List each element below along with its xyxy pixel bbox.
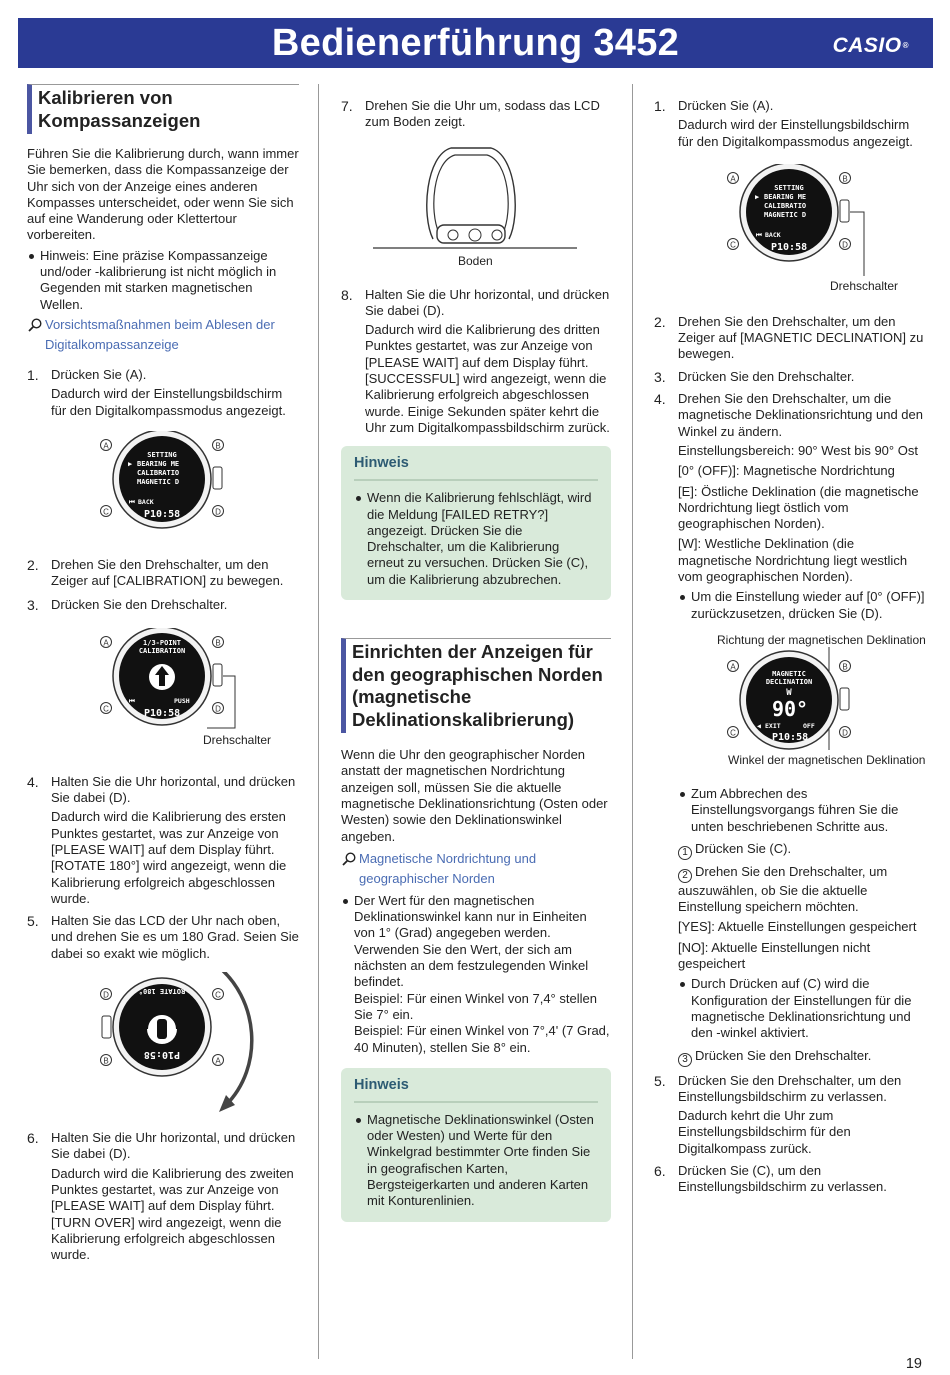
svg-text:D: D [215,507,221,517]
off-option: [0° (OFF)]: Magnetische Nordrichtung [678,463,895,479]
hint-box [341,1068,611,1222]
step-3: 3. Drücken Sie den Drehschalter. [654,368,855,385]
svg-text:◀: ◀ [757,721,761,730]
intro-text: Führen Sie die Kalibrierung durch, wann immer Sie bemerken, dass die Kompassanzeige der Uhr sich von der Anzeige eines anderen Kompasses unterscheidet, oder wenn Sie sich auf eine Wanderung oder Klettertour vorbereiten. [27,146,299,243]
svg-text:P10:58: P10:58 [144,508,181,520]
watch-calibration-illustration [27,628,299,748]
step-8: 8. Halten Sie die Uhr horizontal, und drücken Sie dabei (D). [341,286,610,318]
step-1-detail: Dadurch wird der Einstellungsbildschirm für den Digitalkompassmodus angezeigt. [678,117,913,149]
hint-bullet: Wenn die Kalibrierung fehlschlägt, wird die Meldung [FAILED RETRY?] angezeigt. Drücken Sie die Drehschalter, um die Kalibrierung erneut zu versuchen. Drücken Sie (C), um die Kalibrierung abzubrechen. [354,490,598,588]
hint-title: Hinweis [354,1076,598,1103]
step-5: 5. Halten Sie das LCD der Uhr nach oben, und drehen Sie es um 180 Grad. Seien Sie dabei so exakt wie möglich. [27,913,299,961]
svg-text:ROTATE 180°: ROTATE 180° [138,987,186,996]
watch-figure-setting [27,431,299,543]
note-bullet: Hinweis: Eine präzise Kompassanzeige und/oder -kalibrierung ist nicht möglich in Gegenden mit starken magnetischen Wellen. [27,248,299,313]
svg-text:BACK: BACK [765,230,781,239]
svg-text:P10:58: P10:58 [144,707,181,719]
svg-text:CALIBRATIO: CALIBRATIO [764,201,807,210]
svg-text:W: W [786,687,792,698]
svg-text:CALIBRATIO: CALIBRATIO [137,468,180,477]
figure-caption: Drehschalter [830,278,899,293]
step-2: 2. Drehen Sie den Drehschalter, um den Zeiger auf [CALIBRATION] zu bewegen. [27,556,284,589]
step-2: 2. Drehen Sie den Drehschalter, um den Zeiger auf [MAGNETIC DECLINATION] zu bewegen. [654,313,924,362]
step-4-detail [654,443,926,622]
watch-figure-calibration [27,628,299,748]
yes-option: [YES]: Aktuelle Einstellungen gespeichert [678,919,917,935]
sub-step-2: 2 Drehen Sie den Drehschalter, um auszuwählen, ob Sie die aktuelle Einstellung speichern möchten. [678,863,888,915]
svg-text:OFF: OFF [803,721,815,730]
svg-text:C: C [730,240,736,250]
svg-text:P10:58: P10:58 [771,241,808,253]
svg-text:A: A [103,441,109,451]
column-divider [318,84,319,1359]
svg-text:C: C [103,704,109,714]
svg-text:P10:58: P10:58 [772,731,809,743]
svg-text:B: B [215,441,221,451]
svg-text:EXIT: EXIT [765,721,781,730]
setting-range: Einstellungsbereich: 90° West bis 90° Ost [678,442,918,458]
header-banner [18,18,933,68]
page-number: 19 [905,1356,922,1372]
svg-text:D: D [842,728,848,738]
svg-text:A: A [730,174,736,184]
svg-text:⏮: ⏮ [129,696,135,705]
svg-text:SETTING: SETTING [774,183,804,192]
svg-text:▶: ▶ [128,459,133,468]
svg-text:MAGNETIC: MAGNETIC [772,669,806,678]
column-2 [341,84,611,1232]
magnifier-icon [342,852,356,866]
precautions-link[interactable]: Vorsichtsmaßnahmen beim Ablesen der Digitalkompassanzeige [27,315,299,355]
step-4-detail: Dadurch wird die Kalibrierung des ersten Punktes gestartet, was zur Anzeige von [PLEASE WAIT] auf dem Display führt. [ROTATE 180°] wird angezeigt, wenn die Kalibrierung erfolgreich abgeschlossen wurde. [51,809,287,906]
svg-text:B: B [842,174,848,184]
svg-text:BEARING ME: BEARING ME [137,459,180,468]
step-4: 4. Drehen Sie den Drehschalter, um die magnetische Deklinationsrichtung und den Winkel zu ändern. [654,391,923,439]
casio-logo: CASIO® [832,34,909,57]
step-4: 4. Halten Sie die Uhr horizontal, und drücken Sie dabei (D). [27,773,296,806]
svg-text:B: B [103,1056,109,1066]
hint-box [341,446,611,600]
magnetic-north-link[interactable]: Magnetische Nordrichtung und geographischer Norden [341,849,611,889]
step-1-detail: Dadurch wird der Einstellungsbildschirm für den Digitalkompassmodus angezeigt. [51,386,286,418]
section-heading: Einrichten der Anzeigen für den geographischen Norden (magnetische Deklinationskalibrierung) [341,638,611,733]
step-6: 6. Halten Sie die Uhr horizontal, und drücken Sie dabei (D). [27,1130,296,1162]
svg-text:DECLINATION: DECLINATION [765,677,813,686]
column-1 [27,84,299,1267]
figure-caption: Boden [458,253,493,268]
step-6-detail: Dadurch wird die Kalibrierung des zweiten Punktes gestartet, was zur Anzeige von [PLEASE WAIT] auf dem Display führt. [TURN OVER] wird angezeigt, wenn die Kalibrierung erfolgreich abgeschlossen wurde. [51,1165,294,1263]
watch-figure-declination [654,632,926,766]
column-3 [654,84,926,1199]
svg-text:CALIBRATION: CALIBRATION [138,646,186,655]
hint-bullet: Magnetische Deklinationswinkel (Osten oder Westen) und Werte für den Winkelgrad bestimmter Orte finden Sie in geografischen Karten, Bergsteigerkarten und anderen Karten mit Konturenlinien. [354,1112,598,1210]
watch-setting-illustration [654,164,926,292]
figure-caption: Drehschalter [203,732,272,747]
watch-figure-bottom [341,135,611,275]
svg-text:B: B [842,662,848,672]
svg-text:MAGNETIC D: MAGNETIC D [137,477,180,486]
svg-text:B: B [215,638,221,648]
watch-figure-setting [654,164,926,292]
figure-caption-bottom: Winkel der magnetischen Deklination [728,752,926,767]
west-option: [W]: Westliche Deklination (die magnetische Nordrichtung liegt westlich vom geographischen Norden). [678,536,908,585]
svg-text:BACK: BACK [138,497,154,506]
svg-text:1/3-POINT: 1/3-POINT [143,638,181,647]
intro-text: Wenn die Uhr den geographischer Norden anstatt der magnetischen Nordrichtung anzeigen soll, müssen Sie die aktuelle magnetische Deklinationsrichtung (Osten oder Westen) sowie den Deklinationswinkel angeben. [341,747,608,844]
watch-setting-illustration [27,431,299,543]
step-1: 1. Drücken Sie (A). [27,366,147,383]
svg-text:A: A [730,662,736,672]
sub-step-3: 3 Drücken Sie den Drehschalter. [678,1048,926,1067]
svg-text:C: C [215,990,221,1000]
step-6: 6. Drücken Sie (C), um den Einstellungsbildschirm zu verlassen. [654,1162,887,1195]
c-button-bullet: Durch Drücken auf (C) wird die Konfiguration der Einstellungen für die magnetische Deklinationsrichtung und den -winkel aktiviert. [678,976,926,1041]
step-5-detail: Dadurch kehrt die Uhr zum Einstellungsbildschirm für den Digitalkompass zurück. [678,1108,851,1156]
svg-text:MAGNETIC D: MAGNETIC D [764,210,807,219]
step-8-detail: Dadurch wird die Kalibrierung des dritten Punktes gestartet, was zur Anzeige von [PLEASE WAIT] auf dem Display führt. [SUCCESSFUL] wird angezeigt, wenn die Kalibrierung erfolgreich abgeschlossen wurde. Einige Sekunden später kehrt die Uhr zum Digitalkompassbildschirm zurück. [365,322,610,435]
abort-section [654,786,926,1067]
east-option: [E]: Östliche Deklination (die magnetische Nordrichtung liegt östlich vom geographischen Norden). [678,483,919,532]
degree-bullet: Der Wert für den magnetischen Deklinationswinkel kann nur in Einheiten von 1° (Grad) angegeben werden. Verwenden Sie den Wert, der sich am nächsten an dem festzulegenden Winkel befindet. Beispiel: Für einen Winkel von 7,4° stellen Sie 7° ein. Beispiel: Für einen Winkel von 7°,4' (7 Grad, 40 Minuten), stellen Sie 8° ein. [341,893,611,1056]
svg-text:P10:58: P10:58 [143,1049,180,1061]
abort-bullet: Zum Abbrechen des Einstellungsvorgangs führen Sie die unten beschriebenen Schritte aus. [678,786,926,835]
figure-caption-top: Richtung der magnetischen Deklination [717,632,926,647]
watch-declination-illustration [654,632,926,766]
svg-text:⏮: ⏮ [129,497,135,506]
step-5: 5. Drücken Sie den Drehschalter, um den Einstellungsbildschirm zu verlassen. [654,1072,902,1104]
section-heading: Kalibrieren von Kompassanzeigen [27,84,299,134]
magnifier-icon [28,318,42,332]
step-7: 7. Drehen Sie die Uhr um, sodass das LCD zum Boden zeigt. [341,98,600,130]
svg-text:A: A [215,1056,221,1066]
svg-text:⏮: ⏮ [756,230,762,239]
svg-text:90°: 90° [771,696,809,721]
svg-text:D: D [215,704,221,714]
svg-text:D: D [103,990,109,1000]
svg-text:C: C [103,507,109,517]
watch-rotate-illustration [27,972,299,1122]
column-divider [632,84,633,1359]
svg-text:▶: ▶ [755,192,760,201]
no-option: [NO]: Aktuelle Einstellungen nicht gespeichert [678,939,871,972]
svg-text:D: D [842,240,848,250]
reset-bullet: Um die Einstellung wieder auf [0° (OFF)] zurückzusetzen, drücken Sie (D). [678,589,926,622]
watch-figure-rotate [27,972,299,1122]
svg-text:C: C [730,728,736,738]
hint-title: Hinweis [354,454,598,481]
page-title: Bedienerführung 3452 [271,22,680,64]
svg-text:BEARING ME: BEARING ME [764,192,807,201]
svg-text:SETTING: SETTING [147,450,177,459]
svg-text:PUSH: PUSH [174,696,190,705]
step-1: 1. Drücken Sie (A). [654,98,774,114]
svg-text:A: A [103,638,109,648]
sub-step-1: 1 Drücken Sie (C). [678,841,926,860]
step-3: 3. Drücken Sie den Drehschalter. [27,597,228,614]
